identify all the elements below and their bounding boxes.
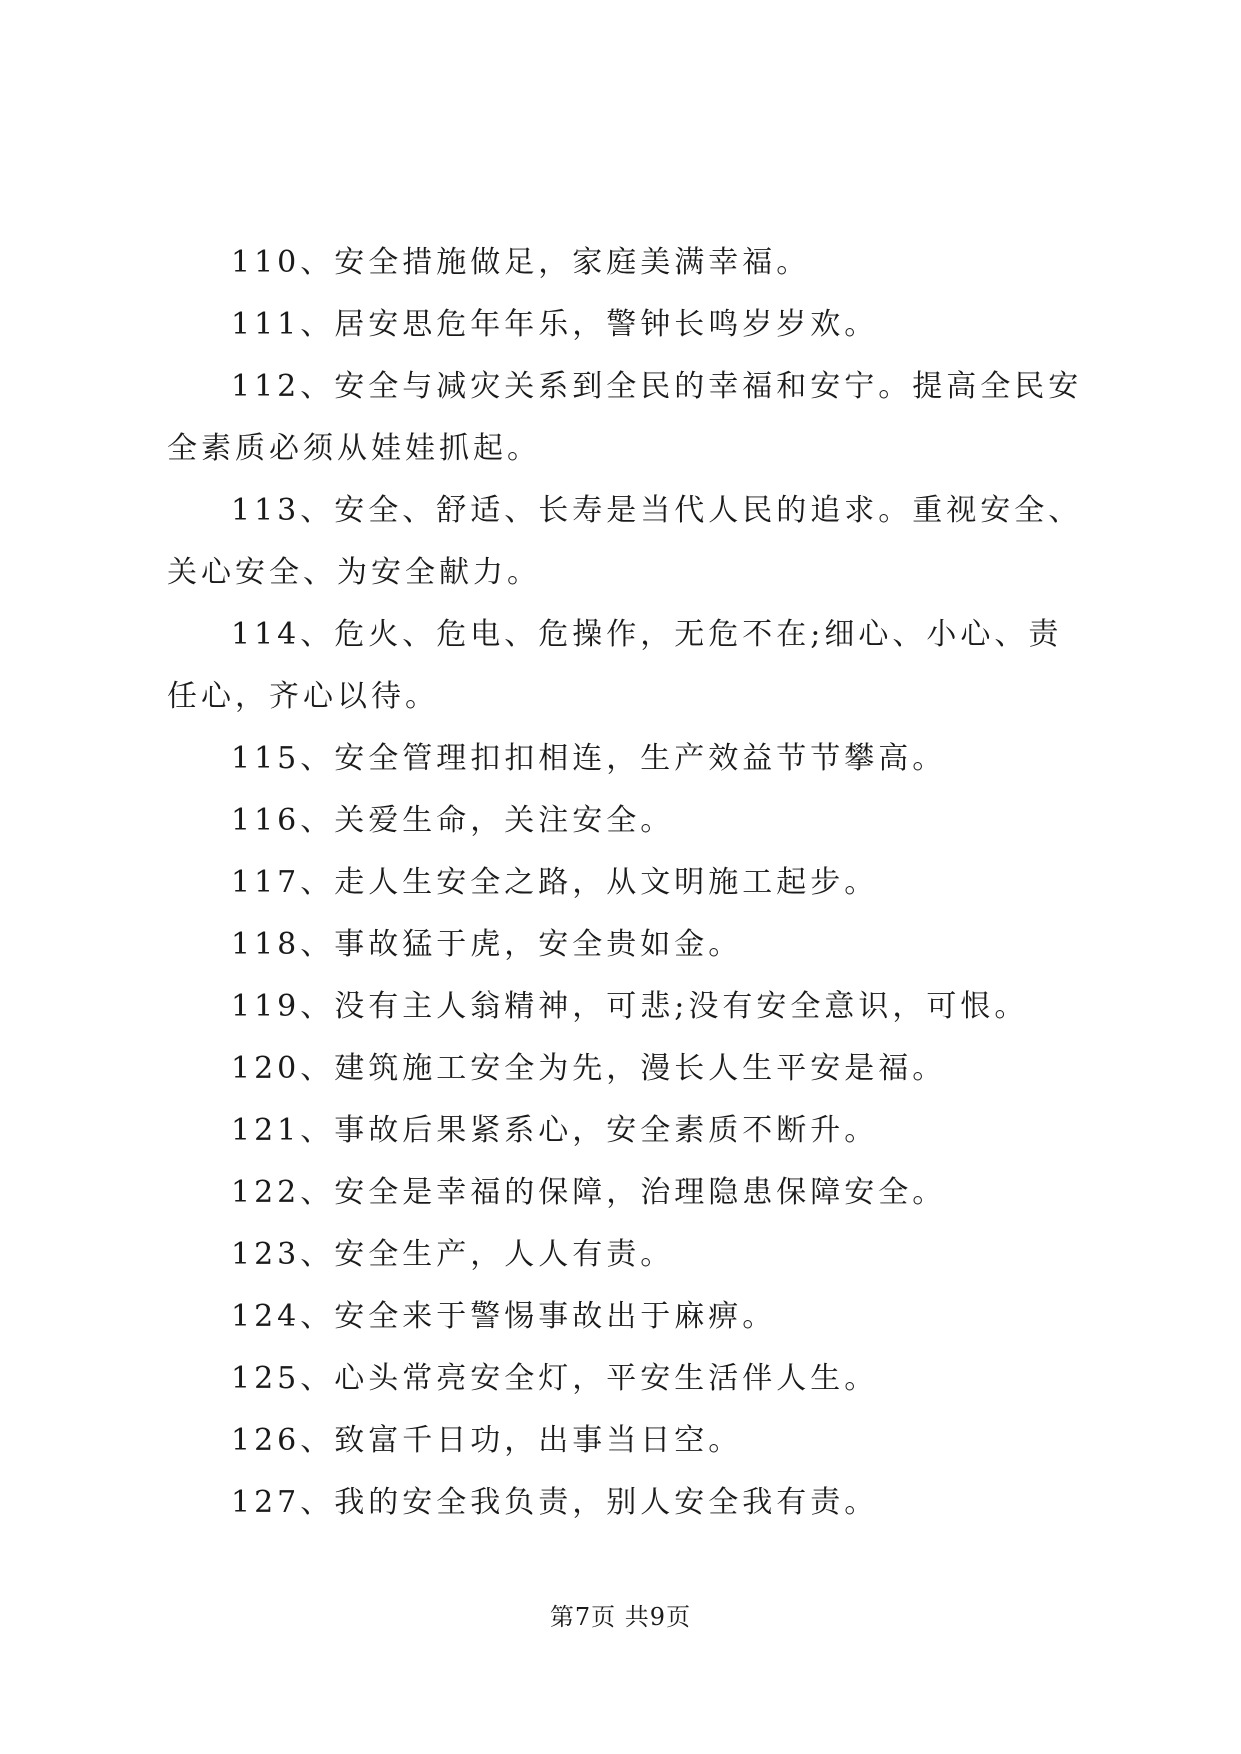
list-item: 118、事故猛于虎，安全贵如金。 [231,927,743,962]
document-body [167,232,1087,1534]
list-item: 113、安全、舒适、长寿是当代人民的追求。重视安全、关心安全、为安全献力。 [167,493,1083,590]
page-number-footer: 第7页 共9页 [549,1603,692,1631]
list-item: 110、安全措施做足，家庭美满幸福。 [231,245,811,280]
list-item: 117、走人生安全之路，从文明施工起步。 [231,865,879,900]
list-item: 124、安全来于警惕事故出于麻痹。 [231,1299,777,1334]
list-item: 125、心头常亮安全灯，平安生活伴人生。 [231,1361,879,1396]
list-item: 119、没有主人翁精神，可悲;没有安全意识，可恨。 [231,989,1029,1024]
list-item: 123、安全生产，人人有责。 [231,1237,675,1272]
list-item: 127、我的安全我负责，别人安全我有责。 [231,1485,879,1520]
list-item: 111、居安思危年年乐，警钟长鸣岁岁欢。 [231,307,879,342]
list-item: 121、事故后果紧系心，安全素质不断升。 [231,1113,879,1148]
list-item: 116、关爱生命，关注安全。 [231,803,675,838]
list-item: 122、安全是幸福的保障，治理隐患保障安全。 [231,1175,947,1210]
list-item: 120、建筑施工安全为先，漫长人生平安是福。 [231,1051,947,1086]
list-item: 126、致富千日功，出事当日空。 [231,1423,743,1458]
list-item: 114、危火、危电、危操作，无危不在;细心、小心、责任心，齐心以待。 [167,617,1063,714]
list-item: 115、安全管理扣扣相连，生产效益节节攀高。 [231,741,947,776]
list-item: 112、安全与减灾关系到全民的幸福和安宁。提高全民安全素质必须从娃娃抓起。 [167,369,1083,466]
